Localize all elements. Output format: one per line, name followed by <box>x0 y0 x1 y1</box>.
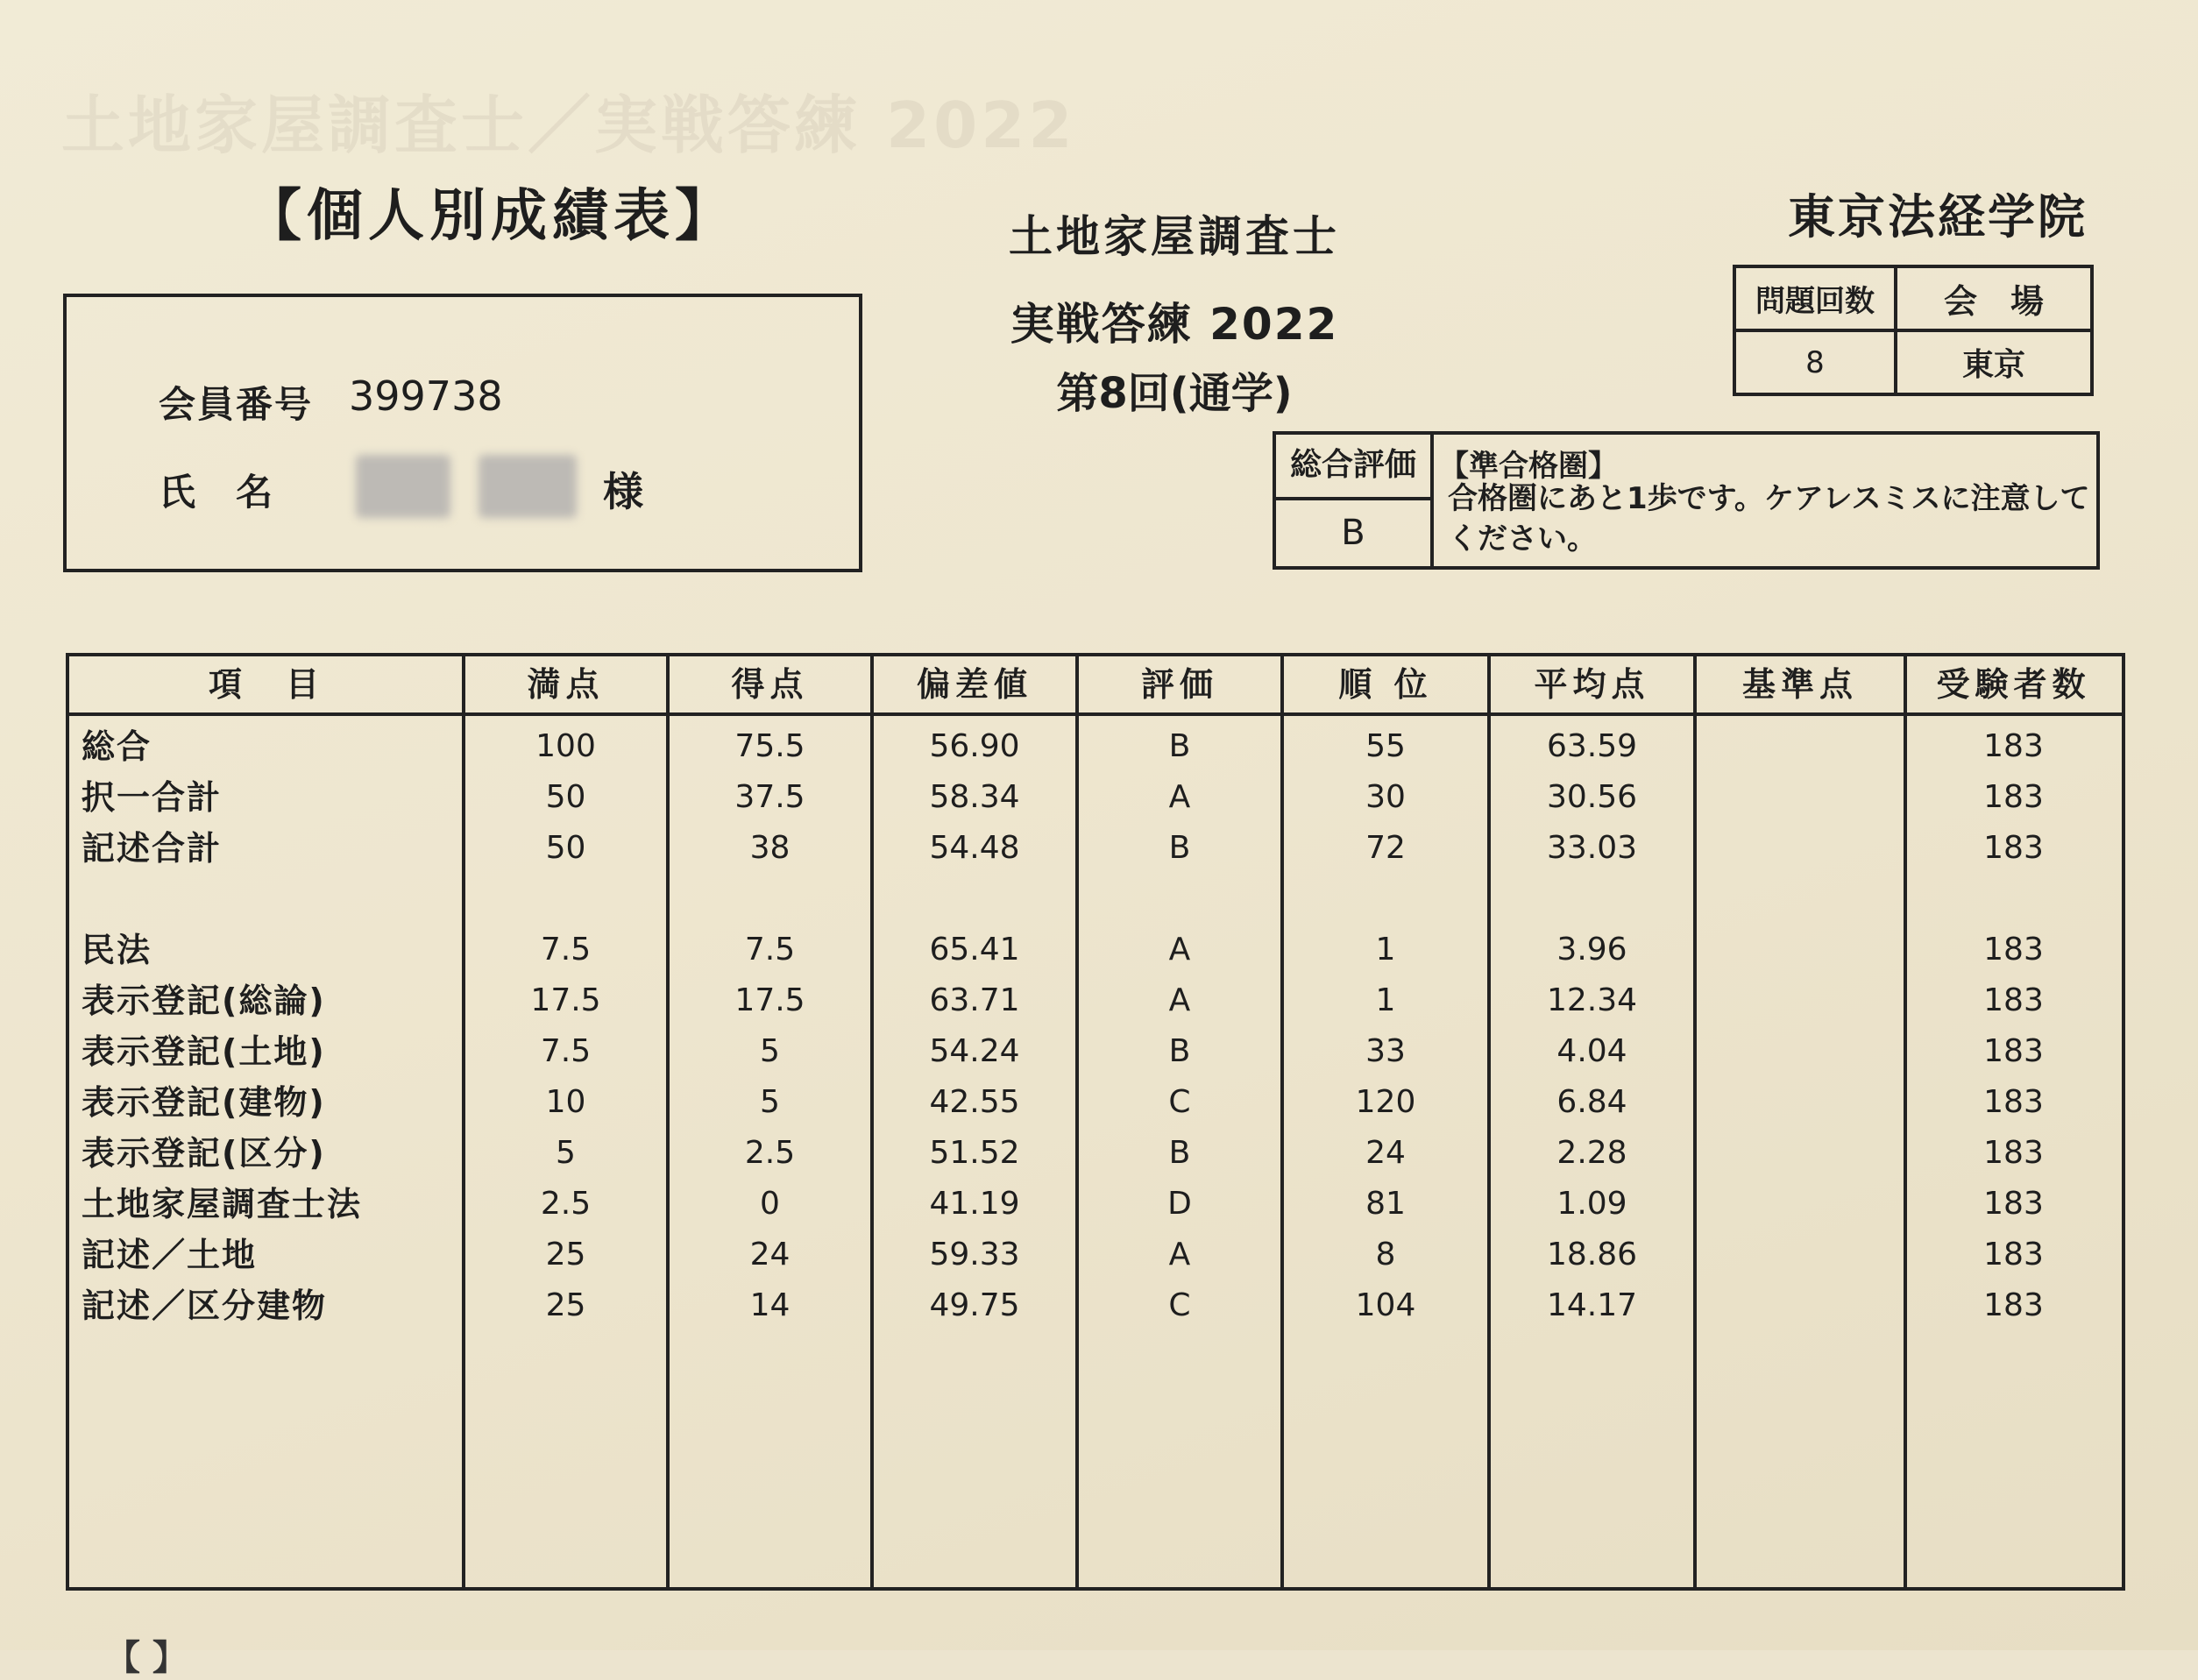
deviation: 42.55 <box>929 1084 1020 1120</box>
school-name: 東京法経学院 <box>1788 189 2088 245</box>
full-score: 25 <box>545 1287 586 1323</box>
baseline <box>1695 1179 1905 1230</box>
examinees: 183 <box>1983 1135 2044 1171</box>
item-name: 表示登記(総論) <box>82 982 326 1020</box>
header-divider <box>69 712 2122 716</box>
baseline <box>1695 925 1905 975</box>
member-name-label: 氏 名 <box>159 471 275 514</box>
score: 7.5 <box>744 932 796 968</box>
table-row <box>69 1077 2122 1128</box>
average: 1.09 <box>1556 1186 1627 1222</box>
document-title: 【個人別成績表】 <box>245 184 736 249</box>
table-row <box>69 823 2122 874</box>
results-table <box>66 653 2125 1591</box>
score: 5 <box>760 1084 780 1120</box>
venue-value: 東京 <box>1896 330 2092 394</box>
rank: 1 <box>1375 932 1396 968</box>
grade: C <box>1168 1084 1191 1120</box>
examinees: 183 <box>1983 1033 2044 1069</box>
baseline <box>1695 721 1905 772</box>
full-score: 100 <box>535 728 596 764</box>
table-row <box>69 1230 2122 1280</box>
baseline <box>1695 1230 1905 1280</box>
full-score: 17.5 <box>530 982 601 1018</box>
question-count-value: 8 <box>1734 330 1896 394</box>
deviation: 58.34 <box>929 779 1020 815</box>
examinees: 183 <box>1983 1084 2044 1120</box>
show-through-text: 土地家屋調査士／実戦答練 2022 <box>61 89 1076 162</box>
deviation: 65.41 <box>929 932 1020 968</box>
grade: B <box>1168 1033 1191 1069</box>
redacted-given-name <box>479 455 577 518</box>
grade: A <box>1168 779 1191 815</box>
average: 33.03 <box>1546 830 1638 866</box>
examinees: 183 <box>1983 1237 2044 1272</box>
header-average: 平均点 <box>1534 665 1650 704</box>
deviation: 41.19 <box>929 1186 1020 1222</box>
question-count-label: 問題回数 <box>1734 266 1896 330</box>
examinees: 183 <box>1983 1287 2044 1323</box>
overall-comment: 合格圏にあと1歩です。ケアレスミスに注意してください。 <box>1448 481 2090 556</box>
rank: 55 <box>1365 728 1406 764</box>
score: 2.5 <box>744 1135 796 1171</box>
header-examinees: 受験者数 <box>1936 665 2091 704</box>
deviation: 59.33 <box>929 1237 1020 1272</box>
baseline <box>1695 823 1905 874</box>
deviation: 56.90 <box>929 728 1020 764</box>
grade: B <box>1168 728 1191 764</box>
item-name: 表示登記(土地) <box>82 1032 326 1071</box>
full-score: 2.5 <box>540 1186 592 1222</box>
overall-grade-value: B <box>1341 513 1365 553</box>
full-score: 7.5 <box>540 1033 592 1069</box>
score: 5 <box>760 1033 780 1069</box>
average: 18.86 <box>1546 1237 1638 1272</box>
examinees: 183 <box>1983 1186 2044 1222</box>
examinees: 183 <box>1983 932 2044 968</box>
baseline <box>1695 975 1905 1026</box>
grade: B <box>1168 830 1191 866</box>
venue-label: 会 場 <box>1896 266 2092 330</box>
full-score: 50 <box>545 779 586 815</box>
average: 3.96 <box>1556 932 1627 968</box>
full-score: 25 <box>545 1237 586 1272</box>
exam-name: 土地家屋調査士 <box>1009 211 1340 262</box>
full-score: 5 <box>556 1135 576 1171</box>
item-name: 土地家屋調査士法 <box>82 1185 363 1223</box>
deviation: 54.48 <box>929 830 1020 866</box>
rank: 120 <box>1355 1084 1416 1120</box>
score: 24 <box>749 1237 791 1272</box>
grade: A <box>1168 982 1191 1018</box>
grade: B <box>1168 1135 1191 1171</box>
item-name: 総合 <box>82 727 152 766</box>
member-info-box <box>63 294 862 572</box>
member-number: 399738 <box>349 372 503 420</box>
score: 37.5 <box>734 779 805 815</box>
course-name: 実戦答練 2022 <box>1010 299 1339 350</box>
header-item: 項 目 <box>208 665 324 704</box>
member-number-label: 会員番号 <box>159 383 314 426</box>
rank: 1 <box>1375 982 1396 1018</box>
baseline <box>1695 772 1905 823</box>
examinees: 183 <box>1983 728 2044 764</box>
full-score: 10 <box>545 1084 586 1120</box>
table-row <box>69 1280 2122 1331</box>
overall-evaluation-box <box>1273 431 2100 570</box>
grade: A <box>1168 932 1191 968</box>
table-row <box>69 925 2122 975</box>
redacted-surname <box>356 455 450 518</box>
grade: C <box>1168 1287 1191 1323</box>
full-score: 50 <box>545 830 586 866</box>
header-deviation: 偏差値 <box>916 665 1032 704</box>
score: 14 <box>749 1287 791 1323</box>
item-name: 記述／土地 <box>82 1236 258 1274</box>
rank: 30 <box>1365 779 1406 815</box>
header-score: 得点 <box>731 665 809 704</box>
item-name: 表示登記(建物) <box>82 1083 326 1122</box>
name-honorific: 様 <box>603 468 643 515</box>
item-name: 記述合計 <box>82 829 223 868</box>
rank: 33 <box>1365 1033 1406 1069</box>
average: 63.59 <box>1546 728 1638 764</box>
table-row <box>69 721 2122 772</box>
average: 14.17 <box>1546 1287 1638 1323</box>
item-name: 記述／区分建物 <box>82 1287 328 1325</box>
item-name: 民法 <box>82 931 152 969</box>
deviation: 54.24 <box>929 1033 1020 1069</box>
session-name: 第8回(通学) <box>1056 369 1293 418</box>
table-row <box>69 975 2122 1026</box>
baseline <box>1695 1128 1905 1179</box>
examinees: 183 <box>1983 830 2044 866</box>
table-row <box>69 1128 2122 1179</box>
overall-grade-column <box>1276 435 1434 566</box>
deviation: 49.75 <box>929 1287 1020 1323</box>
score: 38 <box>749 830 791 866</box>
header-grade: 評価 <box>1140 665 1218 704</box>
average: 12.34 <box>1546 982 1638 1018</box>
average: 4.04 <box>1556 1033 1627 1069</box>
full-score: 7.5 <box>540 932 592 968</box>
baseline <box>1695 1077 1905 1128</box>
session-info-table <box>1733 265 2094 396</box>
table-row <box>69 1026 2122 1077</box>
header-full-score: 満点 <box>527 665 605 704</box>
header-rank: 順 位 <box>1338 665 1433 704</box>
baseline <box>1695 1026 1905 1077</box>
average: 30.56 <box>1546 779 1638 815</box>
rank: 8 <box>1375 1237 1396 1272</box>
baseline <box>1695 1280 1905 1331</box>
examinees: 183 <box>1983 982 2044 1018</box>
rank: 24 <box>1365 1135 1406 1171</box>
rank: 81 <box>1365 1186 1406 1222</box>
item-name: 択一合計 <box>82 778 223 817</box>
overall-grade-label: 総合評価 <box>1276 435 1430 500</box>
score: 0 <box>760 1186 780 1222</box>
grade: D <box>1167 1186 1192 1222</box>
rank: 104 <box>1355 1287 1416 1323</box>
examinees: 183 <box>1983 779 2044 815</box>
footer-fragment: 【 】 <box>105 1638 188 1678</box>
score: 17.5 <box>734 982 805 1018</box>
average: 6.84 <box>1556 1084 1627 1120</box>
average: 2.28 <box>1556 1135 1627 1171</box>
deviation: 51.52 <box>929 1135 1020 1171</box>
grade: A <box>1168 1237 1191 1272</box>
rank: 72 <box>1365 830 1406 866</box>
table-row <box>69 772 2122 823</box>
deviation: 63.71 <box>929 982 1020 1018</box>
overall-comment-title: 【準合格圏】 <box>1439 449 1618 484</box>
score: 75.5 <box>734 728 805 764</box>
item-name: 表示登記(区分) <box>82 1134 326 1173</box>
header-baseline: 基準点 <box>1741 665 1858 704</box>
table-row <box>69 1179 2122 1230</box>
